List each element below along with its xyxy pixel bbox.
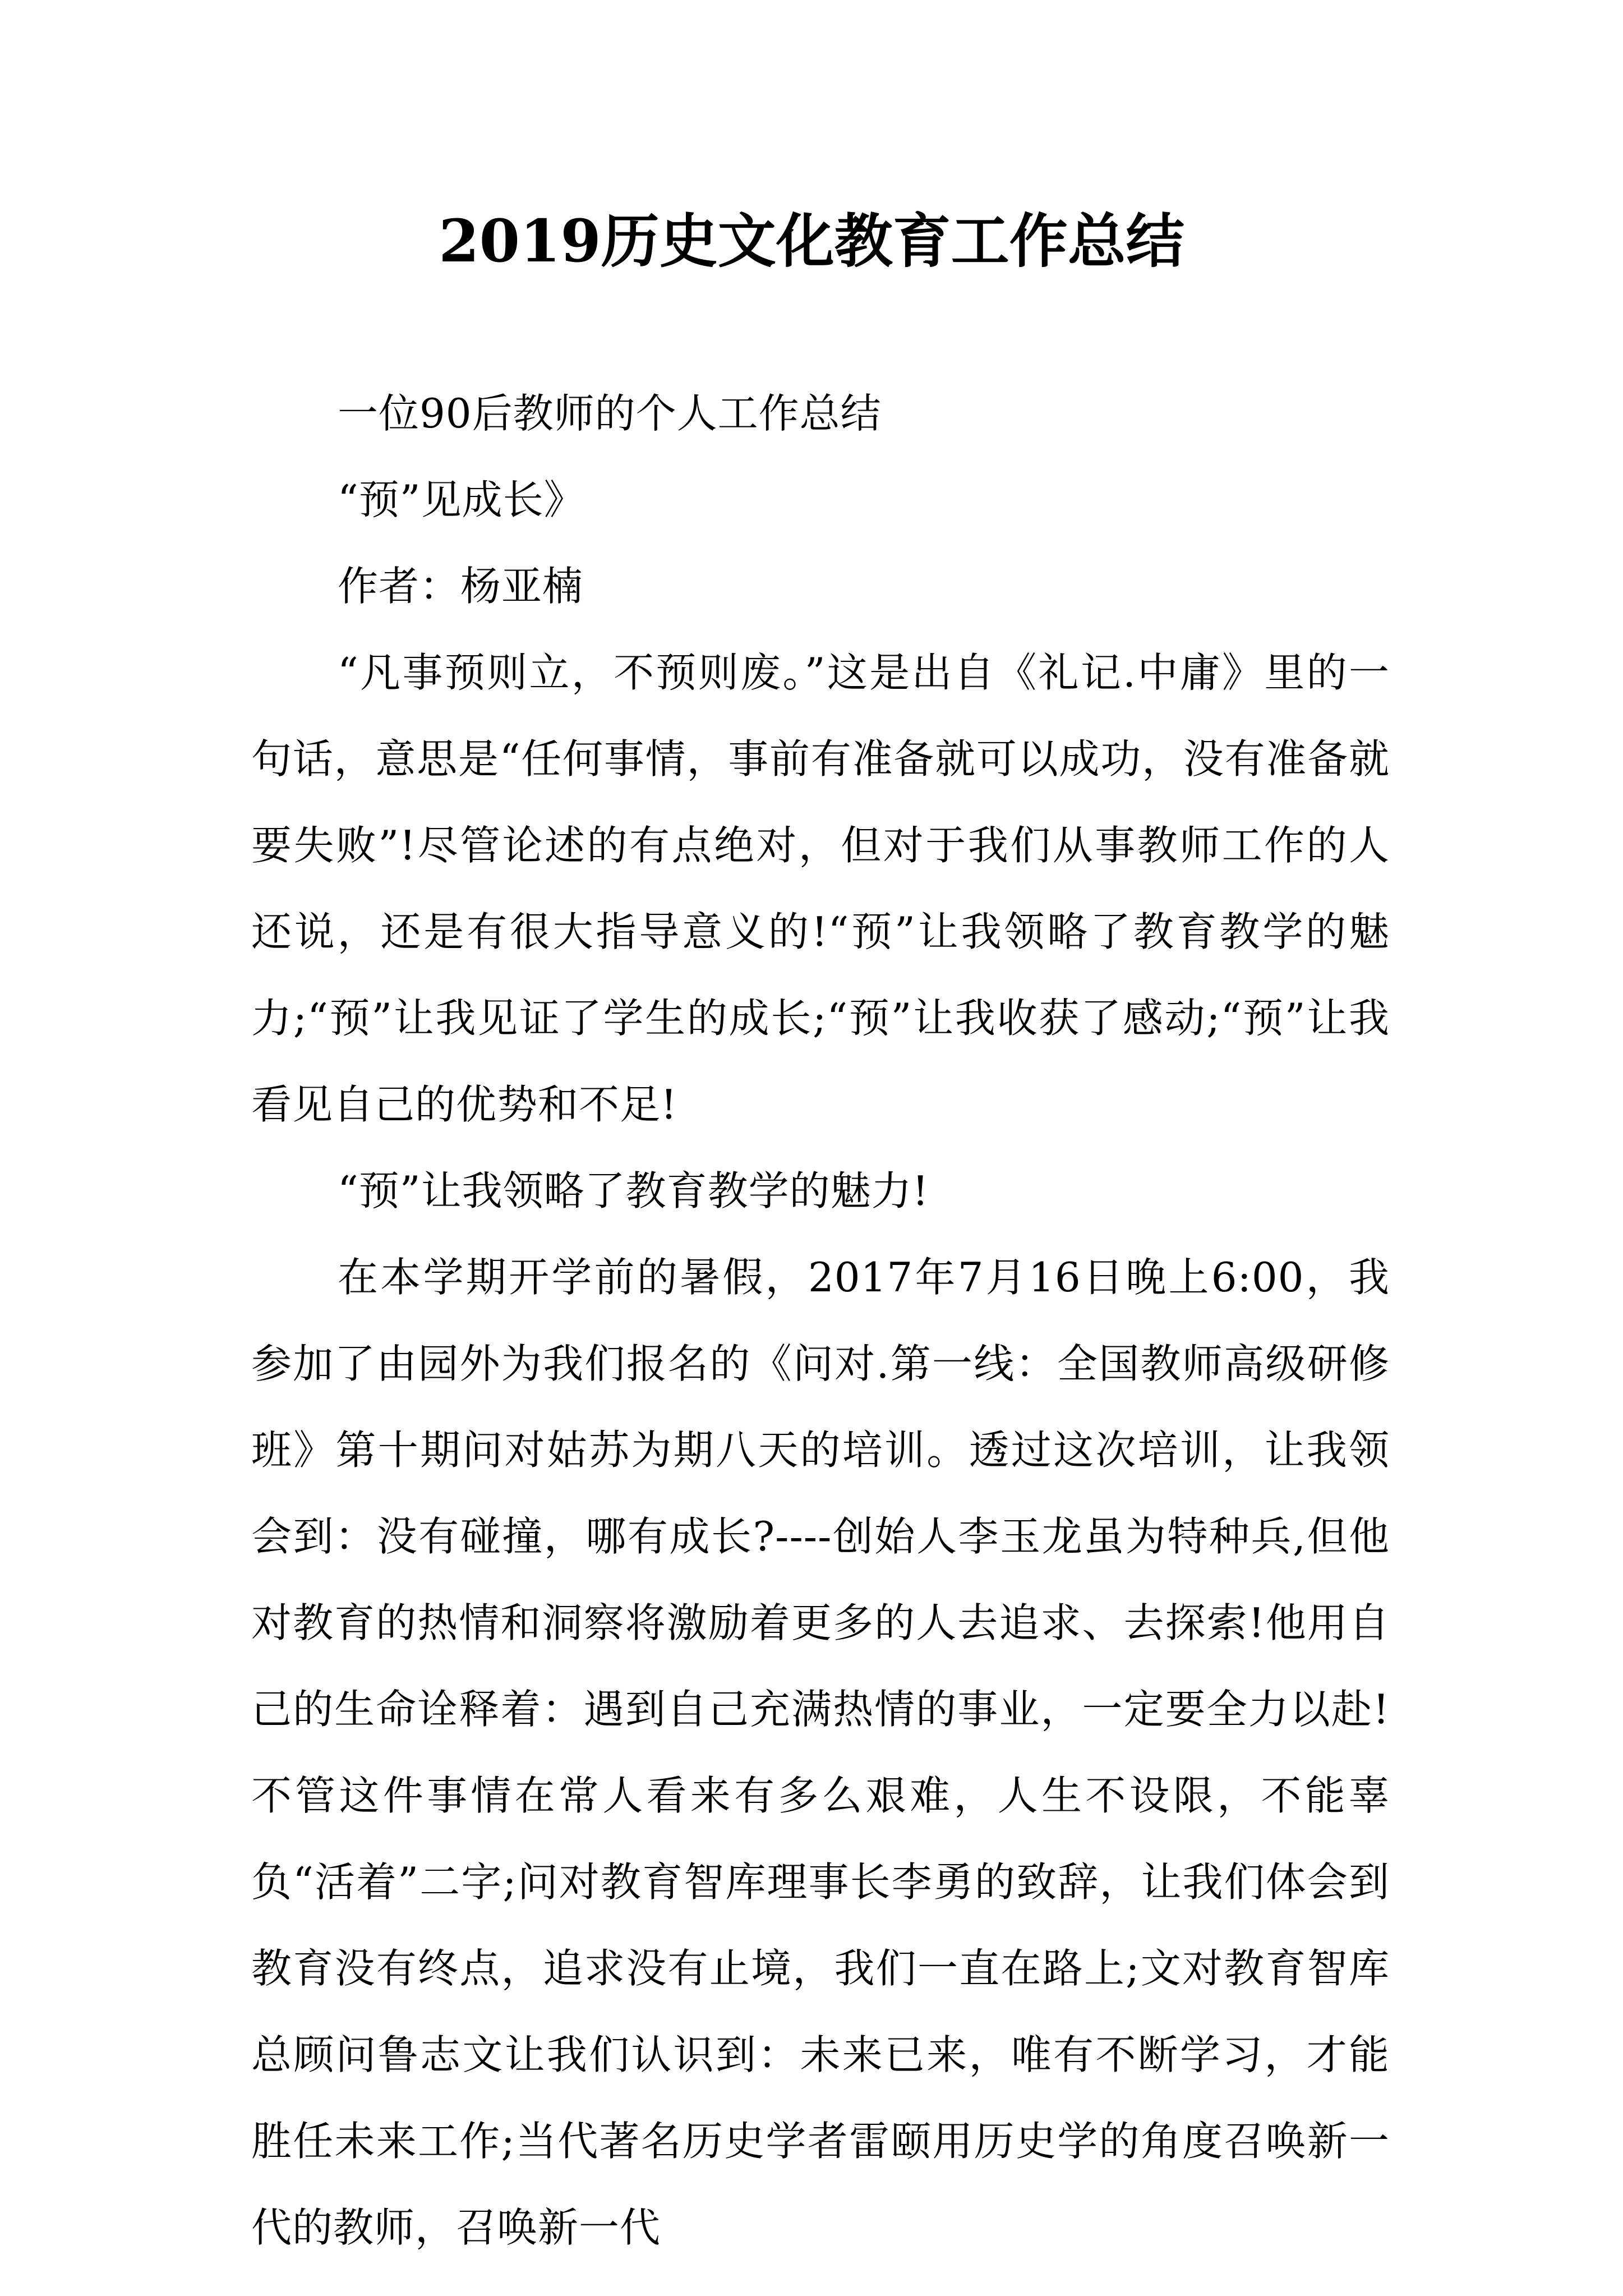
paragraph-section-heading: “预”让我领略了教育教学的魅力!	[338, 1167, 929, 1214]
paragraph-intro: “凡事预则立，不预则废。”这是出自《礼记.中庸》里的一句话，意思是“任何事情，事前有准备就可以成功，没有准备就要失败”!尽管论述的有点绝对，但对于我们从事教师工作的人还说，还是有很大指导意义的!“预”让我领略了教育教学的魅力;“预”让我见证了学生的成长;“预”让我收获了感动;“预”让我看见自己的优势和不足!	[251, 649, 1390, 1128]
document-body	[251, 370, 1390, 2271]
paragraph-subtitle: 一位90后教师的个人工作总结	[338, 390, 882, 437]
paragraph-author: 作者：杨亚楠	[338, 563, 584, 610]
paragraph-heading: “预”见成长》	[338, 476, 585, 523]
document-title: 2019历史文化教育工作总结	[439, 206, 1184, 275]
paragraph-body: 在本学期开学前的暑假，2017年7月16日晚上6:00，我参加了由园外为我们报名的《问对.第一线：全国教师高级研修班》第十期问对姑苏为期八天的培训。透过这次培训，让我领会到：没有碰撞，哪有成长?----创始人李玉龙虽为特种兵,但他对教育的热情和洞察将激励着更多的人去追求、去探索!他用自己的生命诠释着：遇到自己充满热情的事业，一定要全力以赴!不管这件事情在常人看来有多么艰难，人生不设限，不能辜负“活着”二字;问对教育智库理事长李勇的致辞，让我们体会到教育没有终点，追求没有止境，我们一直在路上;文对教育智库总顾问鲁志文让我们认识到：未来已来，唯有不断学习，才能胜任未来工作;当代著名历史学者雷颐用历史学的角度召唤新一代的教师，召唤新一代	[251, 1254, 1390, 2251]
